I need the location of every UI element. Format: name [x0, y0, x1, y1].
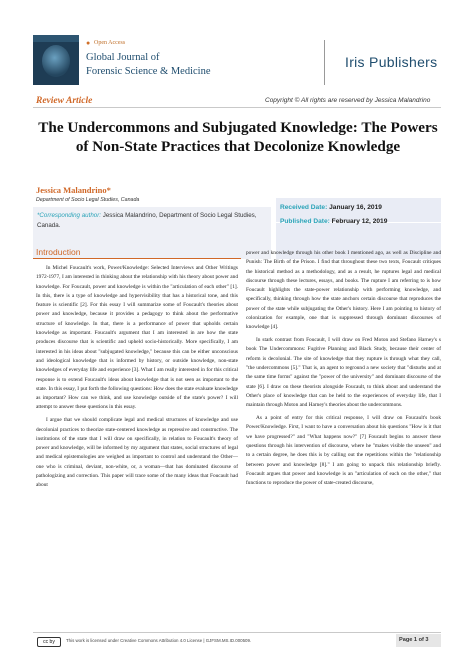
received-date-value: January 16, 2019: [329, 204, 382, 211]
cover-globe-image: [42, 45, 70, 77]
creative-commons-icon[interactable]: cc by: [37, 637, 61, 647]
published-date-label: Published Date:: [280, 218, 330, 225]
header-rule: [33, 107, 441, 108]
author-affiliation: Department of Socio Legal Studies, Canada: [36, 197, 140, 203]
received-date-label: Received Date:: [280, 204, 328, 211]
publisher-logo[interactable]: Iris Publishers: [345, 54, 438, 70]
corresponding-author-details: Jessica Malandrino, Department of Socio Legal Studies, Canada.: [37, 212, 257, 229]
corresponding-author-text: [37, 211, 267, 231]
right-text-column: [246, 249, 441, 492]
journal-title-line2: Forensic Science & Medicine: [86, 66, 211, 77]
open-access-lock-icon: ●: [86, 40, 91, 47]
header-divider: [324, 40, 325, 85]
published-date-row: [280, 218, 387, 225]
copyright-notice: Copyright © All rights are reserved by Jessica Malandrino: [265, 97, 431, 104]
cover-topbar: [33, 35, 79, 42]
received-date-row: [280, 204, 382, 211]
open-access-label: Open Access: [94, 40, 126, 46]
introduction-rule: [33, 258, 241, 259]
journal-title[interactable]: [86, 51, 211, 79]
article-title: The Undercommons and Subjugated Knowledge: The Powers of Non-State Practices that Decolonize Knowledge: [38, 119, 438, 155]
body-paragraph: In Michel Foucault's work, Power/Knowledge: Selected Interviews and Other Writings 1972-1977, I am interested in thinking about the relationship with his theory about power and knowledge. For Foucault, power and knowledge is within the "articulation of each other" [1]. In this, there is a type of knowledge and hypervisibility that has a historical tone, and this feature is scientific [2]. For this essay I will summarize some of Foucault's theories about power and knowledge, because it provides a pedagogy to think about the performative structure of knowledge. In that, there is a performance of power that upholds certain knowledge as important. Foucault's argument that I am interested in are how the state produces discourse that is scientific and upheld socio-historically. More specifically, I am interested in his ideas about "subjugated knowledge," because this can be either unconscious and ideological knowledge that is informed by history, or outside knowledge, non-state knowledges of everyday life and experience [3]. What I am really interested in for this critical response is to extend Foucault's ideas about knowledge that is not seen as important to the state. In this essay, I put forth the following questions: How does the state evaluate knowledge as important? How can we think, and use knowledge outside of the state's power? I will attempt to answer these questions in this essay.: [36, 265, 238, 411]
left-text-column: [36, 264, 238, 494]
article-type: Review Article: [36, 96, 93, 106]
page-number: Page 1 of 3: [399, 637, 429, 643]
journal-title-line1: Global Journal of: [86, 52, 160, 63]
published-date-value: February 12, 2019: [331, 218, 388, 225]
footer-rule: [33, 632, 441, 633]
license-text[interactable]: This work is licensed under Creative Commons Attribution 4.0 License | GJFSM.MS.ID.000509.: [66, 638, 252, 643]
body-paragraph: I argue that we should complicate legal and medical structures of knowledge and use decolonial practices to theorize state-centered knowledge as repressive and constructive. The institutions of the state that I will draw on specifically, in relation to Foucault's theory of power and knowledge, will be informed by my argument that states, social structures of legal and medical epistemologies are weighed as important to control and understand the Other—one who is criminal, deviant, non-white, or, a woman—that has dominated discourse of pathologizing and correction. This paper will trace some of the many ideas that Foucault had about: [36, 417, 238, 489]
author-name[interactable]: Jessica Malandrino*: [36, 185, 111, 195]
body-paragraph: power and knowledge through his other book I mentioned ago, as well as Discipline and Punish: The Birth of the Prison. I find that throughout these two texts, Foucault critiques the historical method as a methodology, and as a result, he ruptures legal and medical discourse through these lectures, essays, and books. The rupture I am referring to is how Foucault highlights the state-power relationship with performing knowledge, and specifically, thinking through how the state anchors certain discourse that reproduces the power of the state while subjugating the Other's history. Here I am pointing to history of colonization for example, one that is suppressed through dominant discourses of knowledge [4].: [246, 250, 441, 331]
corresponding-author-label: *Corresponding author:: [37, 212, 101, 219]
body-paragraph: In stark contrast from Foucault, I will draw on Fred Moton and Stefano Harney's s book The Undercommons: Fugitive Planning and Black Study, because their center of reform is decolonial. The site of knowledge that they rupture is through what they call, "the undercommons [5]." That is, an agent to reground a new society that "disturbs and at the same time forms" against the "power of the university" and dominant discourse of the state [6]. I draw on these theorists alongside Foucault, to think about and understand the Other's place of knowledge that can be held to the experiences of everyday life, that I maintain through Moton and Harney's theories about the undercommons.: [246, 337, 441, 409]
body-paragraph: As a point of entry for this critical response, I will draw on Foucault's book Power/Knowledge. First, I want to have a conversation about his questions "How is it that we have progressed?" and "What happens now?" [7] Foucault begins to answer these questions through his intervention of discourse, where he "makes visible the unseen" and to a certain degree, he does this is by calling out the repetitions within the "relationship between power and knowledge [8]." I am going to unpack this relationship briefly. Foucault argues that power and knowledge is an "articulation of each on the other," that functions to reproduce the power of state-created discourse,: [246, 415, 441, 487]
introduction-heading: Introduction: [36, 247, 81, 257]
journal-cover-thumbnail: [33, 35, 79, 85]
